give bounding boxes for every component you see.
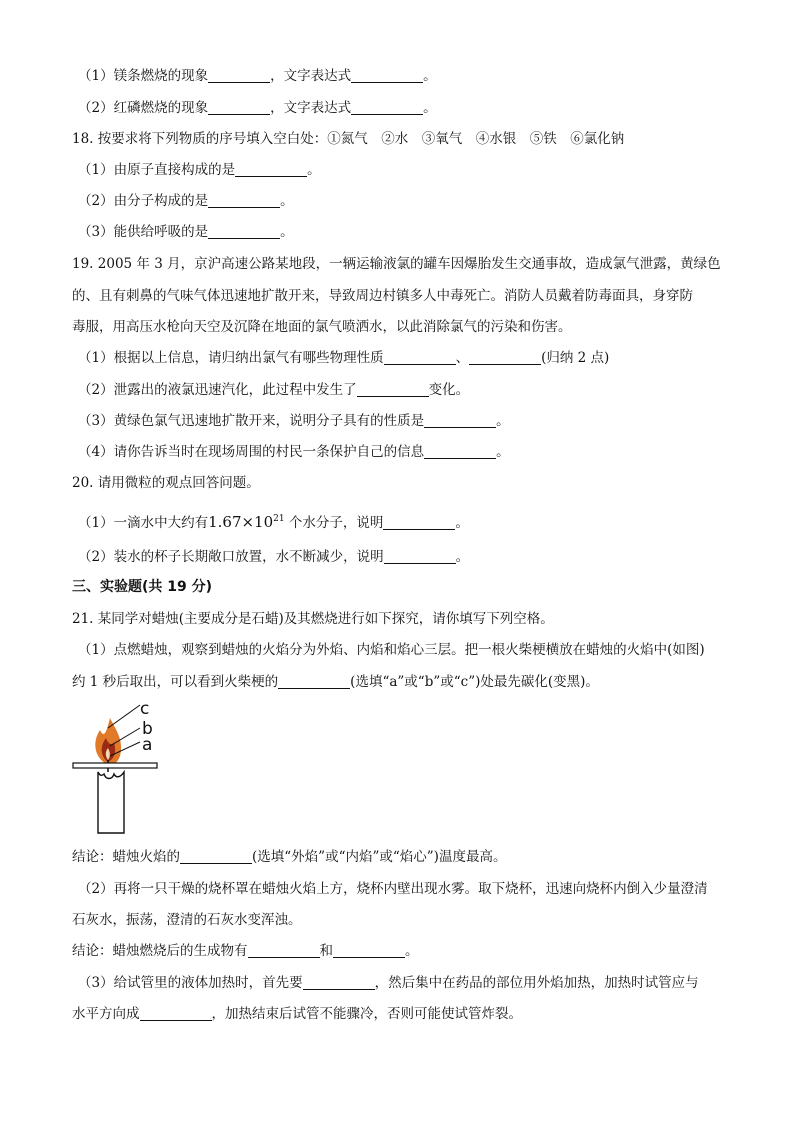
text: 。: [307, 162, 321, 178]
text: （2）装水的杯子长期敞口放置，水不断减少，说明: [78, 549, 384, 565]
text: 结论：蜡烛火焰的: [72, 849, 180, 865]
label-c: c: [140, 700, 150, 719]
q17-2: [78, 99, 437, 117]
text: （1）根据以上信息，请归纳出氯气有哪些物理性质: [78, 350, 384, 366]
text: （3）黄绿色氯气迅速地扩散开来，说明分子具有的性质是: [78, 413, 425, 429]
text: （3）给试管里的液体加热时，首先要: [78, 975, 303, 991]
text: ，文字表达式: [270, 68, 352, 84]
answer-blank[interactable]: [208, 224, 280, 239]
q20-1: [78, 510, 469, 532]
section-heading: 三、实验题(共 19 分): [72, 579, 213, 595]
text: 。: [405, 943, 419, 959]
q20-2: [78, 548, 469, 566]
text: 。: [455, 515, 469, 531]
q19-stem-line2: 的、且有刺鼻的气味气体迅速地扩散开来，导致周边村镇多人中毒死亡。消防人员戴着防毒面具，身穿防: [72, 288, 693, 304]
q19-4: [78, 443, 510, 461]
answer-blank[interactable]: [469, 350, 541, 365]
q18-stem: 18. 按要求将下列物质的序号填入空白处：①氮气 ②水 ③氧气 ④水银 ⑤铁 ⑥氯化钠: [72, 131, 625, 147]
q21-3-line1: [78, 974, 699, 992]
text: 。: [280, 193, 294, 209]
label-a: a: [142, 735, 153, 755]
candle-illustration: [70, 700, 160, 840]
text: （1）镁条燃烧的现象: [78, 68, 209, 84]
q21-stem: 21. 某同学对蜡烛(主要成分是石蜡)及其燃烧进行如下探究，请你填写下列空格。: [72, 611, 554, 627]
text: 、: [455, 350, 470, 366]
answer-blank[interactable]: [383, 515, 455, 530]
text: 。: [423, 100, 437, 116]
q21-2-line2: 石灰水，振荡，澄清的石灰水变浑浊。: [72, 912, 302, 928]
text: ，然后集中在药品的部位用外焰加热，加热时试管应与: [374, 975, 699, 991]
q19-2: [78, 381, 469, 399]
q21-1-line2: [72, 673, 599, 691]
q21-3-line2: [72, 1005, 522, 1023]
answer-blank[interactable]: [208, 193, 280, 208]
answer-blank[interactable]: [208, 68, 270, 83]
text: 。: [496, 413, 510, 429]
pointer-c: [108, 705, 140, 728]
math-exponent: 21: [273, 514, 285, 524]
answer-blank[interactable]: [351, 100, 423, 115]
text: （2）泄露出的液氯迅速汽化，此过程中发生了: [78, 382, 357, 398]
conclusion-1: [72, 848, 506, 866]
answer-blank[interactable]: [278, 674, 350, 689]
answer-blank[interactable]: [384, 350, 456, 365]
text: 个水分子，说明: [284, 515, 384, 531]
answer-blank[interactable]: [424, 444, 496, 459]
text: 水平方向成: [72, 1006, 140, 1022]
q18-3: [78, 223, 294, 241]
candle-body: [98, 772, 124, 833]
answer-blank[interactable]: [351, 68, 423, 83]
answer-blank[interactable]: [303, 975, 375, 990]
answer-blank[interactable]: [248, 943, 320, 958]
q19-stem-line1: 19. 2005 年 3 月，京沪高速公路某地段，一辆运输液氯的罐车因爆胎发生交通事故，造成氯气泄露，黄绿色: [72, 256, 721, 272]
text: (选填“外焰”或“内焰”或“焰心”)温度最高。: [252, 849, 507, 865]
answer-blank[interactable]: [357, 382, 429, 397]
q19-3: [78, 412, 510, 430]
label-b: b: [142, 719, 153, 739]
text: 结论：蜡烛燃烧后的生成物有: [72, 943, 248, 959]
text: ，文字表达式: [270, 100, 352, 116]
answer-blank[interactable]: [140, 1006, 212, 1021]
matchstick: [73, 763, 157, 768]
text: ，加热结束后试管不能骤冷，否则可能使试管炸裂。: [211, 1006, 522, 1022]
text: （2）由分子构成的是: [78, 193, 209, 209]
q18-1: [78, 161, 321, 179]
q20-stem: 20. 请用微粒的观点回答问题。: [72, 475, 260, 491]
q18-2: [78, 192, 294, 210]
conclusion-2: [72, 942, 419, 960]
text: (选填“a”或“b”或“c”)处最先碳化(变黑)。: [350, 674, 599, 690]
math-number: 1.67×10: [208, 513, 274, 531]
q21-2-line1: （2）再将一只干燥的烧杯罩在蜡烛火焰上方，烧杯内壁出现水雾。取下烧杯，迅速向烧杯内倒入少量澄清: [78, 881, 708, 897]
q19-1: [78, 349, 609, 367]
text: （2）红磷燃烧的现象: [78, 100, 209, 116]
text: (归纳 2 点): [541, 350, 610, 366]
answer-blank[interactable]: [208, 100, 270, 115]
answer-blank[interactable]: [333, 943, 405, 958]
text: （1）由原子直接构成的是: [78, 162, 236, 178]
text: 和: [319, 943, 333, 959]
text: 。: [455, 549, 470, 565]
text: （4）请你告诉当时在现场周围的村民一条保护自己的信息: [78, 444, 425, 460]
text: 。: [423, 68, 437, 84]
answer-blank[interactable]: [384, 549, 456, 564]
answer-blank[interactable]: [235, 162, 307, 177]
text: （3）能供给呼吸的是: [78, 224, 209, 240]
candle-figure: [70, 700, 160, 844]
text: 约 1 秒后取出，可以看到火柴梗的: [72, 674, 279, 690]
text: （1）一滴水中大约有: [78, 515, 209, 531]
text: 。: [280, 224, 294, 240]
q19-stem-line3: 毒服，用高压水枪向天空及沉降在地面的氯气喷洒水，以此消除氯气的污染和伤害。: [72, 319, 572, 335]
answer-blank[interactable]: [424, 413, 496, 428]
q21-1-line1: （1）点燃蜡烛，观察到蜡烛的火焰分为外焰、内焰和焰心三层。把一根火柴梗横放在蜡烛的火焰中(如图): [78, 642, 705, 658]
q17-1: [78, 67, 437, 85]
text: 。: [496, 444, 510, 460]
text: 变化。: [428, 382, 470, 398]
answer-blank[interactable]: [180, 849, 252, 864]
